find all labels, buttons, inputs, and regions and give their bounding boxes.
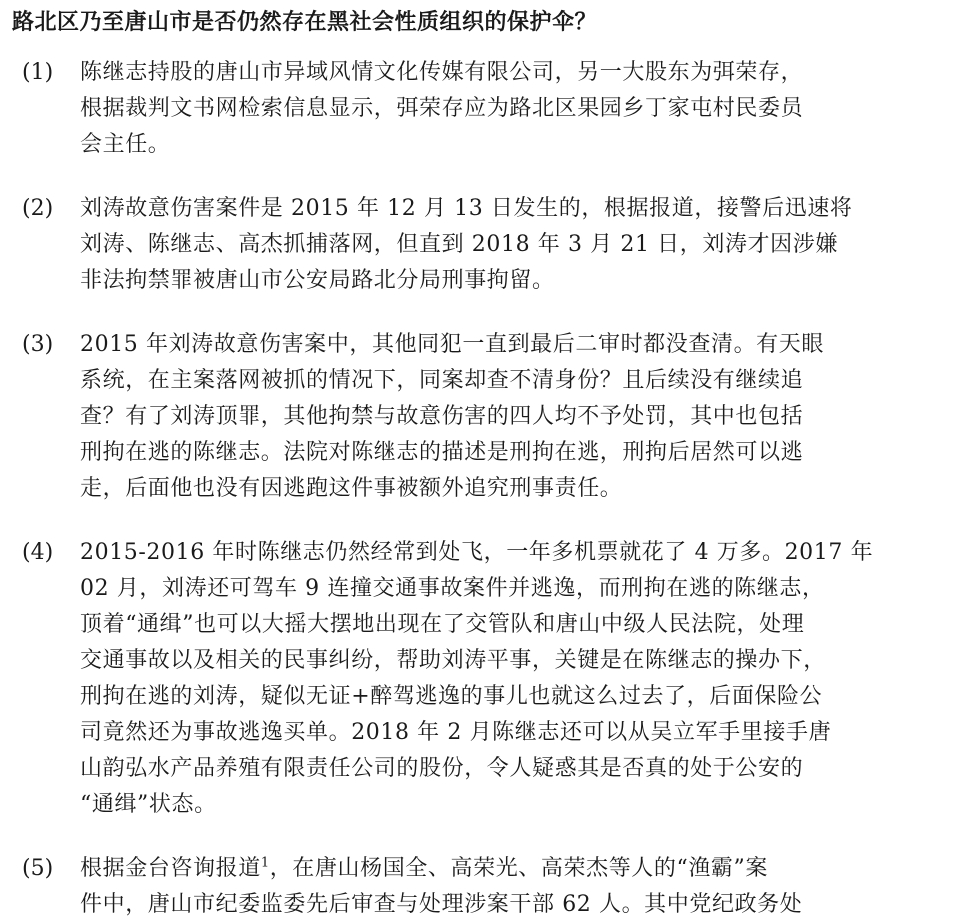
text-line: 刑拘在逃的刘涛，疑似无证+醉驾逃逸的事儿也就这么过去了，后面保险公 — [80, 684, 823, 709]
item-number: (4) — [22, 540, 54, 565]
text-segment: 根据金台咨询报道 — [80, 856, 261, 881]
item-number: (3) — [22, 332, 54, 357]
text-line: 刑拘在逃的陈继志。法院对陈继志的描述是刑拘在逃，刑拘后居然可以逃 — [80, 440, 804, 465]
item-text — [80, 191, 937, 299]
text-line — [80, 851, 937, 887]
list-item-4 — [12, 535, 937, 823]
section-heading: 路北区乃至唐山市是否仍然存在黑社会性质组织的保护伞？ — [12, 10, 598, 35]
item-text — [80, 327, 937, 507]
item-text — [80, 55, 937, 163]
text-line: 顶着“通缉”也可以大摇大摆地出现在了交管队和唐山中级人民法院，处理 — [80, 612, 805, 637]
text-line: “通缉”状态。 — [80, 792, 217, 817]
text-line: 2015-2016 年时陈继志仍然经常到处飞，一年多机票就花了 4 万多。2017 年 — [80, 540, 874, 565]
text-line: 非法拘禁罪被唐山市公安局路北分局刑事拘留。 — [80, 268, 555, 293]
text-line: 司竟然还为事故逃逸买单。2018 年 2 月陈继志还可以从吴立军手里接手唐 — [80, 720, 832, 745]
text-line: 刘涛故意伤害案件是 2015 年 12 月 13 日发生的，根据报道，接警后迅速将 — [80, 196, 853, 221]
text-line: 陈继志持股的唐山市异域风情文化传媒有限公司，另一大股东为弭荣存， — [80, 60, 804, 85]
footnote-marker[interactable]: 1 — [260, 855, 270, 871]
item-text — [80, 535, 937, 823]
text-line: 根据裁判文书网检索信息显示，弭荣存应为路北区果园乡丁家屯村民委员 — [80, 96, 804, 121]
item-number: (2) — [22, 196, 54, 221]
text-line: 刘涛、陈继志、高杰抓捕落网，但直到 2018 年 3 月 21 日，刘涛才因涉嫌 — [80, 232, 838, 257]
list-item-5 — [12, 851, 937, 923]
list-item-2 — [12, 191, 937, 299]
item-number: (1) — [22, 60, 54, 85]
text-line: 2015 年刘涛故意伤害案中，其他同犯一直到最后二审时都没查清。有天眼 — [80, 332, 824, 357]
item-text — [80, 851, 937, 923]
text-line: 交通事故以及相关的民事纠纷，帮助刘涛平事，关键是在陈继志的操办下， — [80, 648, 826, 673]
text-line: 02 月，刘涛还可驾车 9 连撞交通事故案件并逃逸，而刑拘在逃的陈继志， — [80, 576, 825, 601]
text-line: 走，后面他也没有因逃跑这件事被额外追究刑事责任。 — [80, 476, 623, 501]
list-item-3 — [12, 327, 937, 507]
list-item-1 — [12, 55, 937, 163]
item-number: (5) — [22, 856, 54, 881]
text-line: 山韵弘水产品养殖有限责任公司的股份，令人疑惑其是否真的处于公安的 — [80, 756, 804, 781]
text-line: 系统，在主案落网被抓的情况下，同案却查不清身份？且后续没有继续追 — [80, 368, 804, 393]
text-line: 件中，唐山市纪委监委先后审查与处理涉案干部 62 人。其中党纪政务处 — [80, 892, 803, 917]
text-line: 会主任。 — [80, 132, 171, 157]
text-line: 查？有了刘涛顶罪，其他拘禁与故意伤害的四人均不予处罚，其中也包括 — [80, 404, 804, 429]
text-segment: ，在唐山杨国全、高荣光、高荣杰等人的“渔霸”案 — [269, 856, 768, 881]
